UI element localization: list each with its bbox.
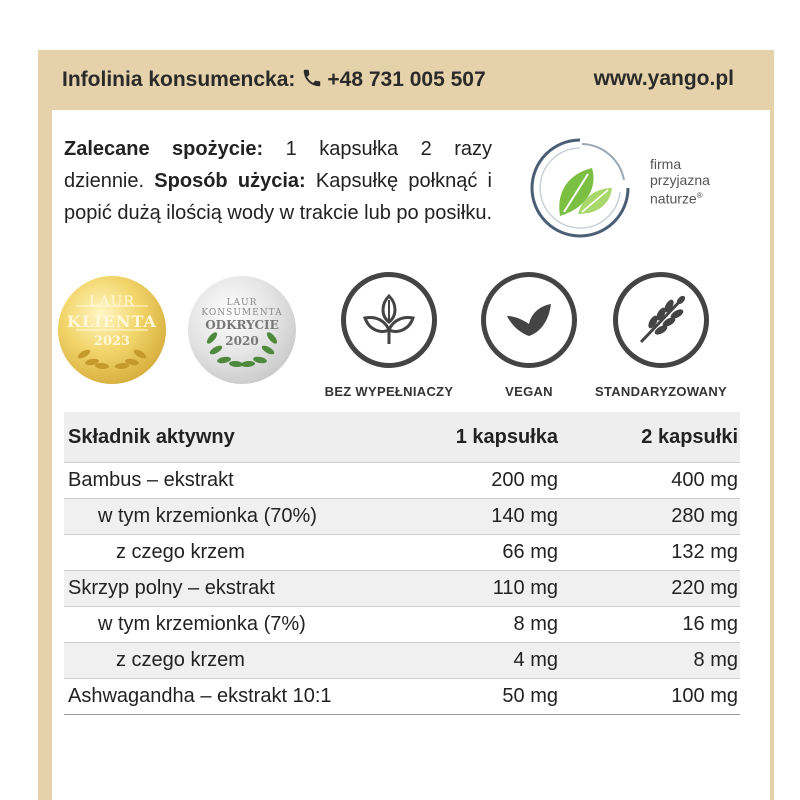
feature-label: BEZ WYPEŁNIACZY	[324, 384, 454, 399]
usage-text	[64, 133, 492, 229]
table-row	[64, 571, 740, 607]
contact-bar	[38, 50, 774, 110]
amount-two: 400 mg	[558, 463, 740, 499]
ingredient-name: Skrzyp polny – ekstrakt	[64, 571, 368, 607]
website-link[interactable]: www.yango.pl	[593, 67, 734, 90]
amount-two: 220 mg	[558, 571, 740, 607]
amount-one: 140 mg	[368, 499, 558, 535]
ingredient-name: Bambus – ekstrakt	[64, 463, 368, 499]
header-one-capsule: 1 kapsułka	[368, 412, 558, 463]
laur-gold-line2: KLIENTA	[67, 312, 157, 331]
ingredients-table	[64, 412, 740, 715]
table-row	[64, 643, 740, 679]
eco-leaf-icon	[520, 128, 640, 248]
header-ingredient: Składnik aktywny	[64, 412, 368, 463]
table-row	[64, 499, 740, 535]
table-header-row	[64, 412, 740, 463]
phone-number[interactable]: +48 731 005 507	[327, 68, 486, 91]
amount-one: 110 mg	[368, 571, 558, 607]
laur-silver-line3: 2020	[225, 334, 259, 348]
amount-two: 8 mg	[558, 643, 740, 679]
table-row	[64, 679, 740, 715]
laur-konsumenta-badge	[188, 276, 296, 384]
feature-vegan	[454, 272, 604, 399]
hotline-label: Infolinia konsumencka:	[62, 68, 296, 91]
feature-label: STANDARYZOWANY	[594, 384, 728, 399]
hotline	[62, 67, 486, 92]
eco-line3: naturze®	[650, 190, 703, 207]
feature-standardized	[586, 272, 736, 399]
ingredient-name: Ashwagandha – ekstrakt 10:1	[64, 679, 368, 715]
eco-logo	[520, 128, 760, 248]
laur-gold-line3: 2023	[93, 334, 131, 349]
ingredient-name: z czego krzem	[64, 643, 368, 679]
dose-label: Zalecane spożycie:	[64, 138, 264, 160]
laur-gold-line1: LAUR	[89, 294, 135, 310]
ingredient-name: z czego krzem	[64, 535, 368, 571]
vegan-leaf-icon	[481, 272, 577, 368]
amount-two: 280 mg	[558, 499, 740, 535]
method-text: Kapsułkę połknąć i popić dużą ilością wody w trakcie lub po posiłku.	[64, 170, 492, 224]
badges	[0, 272, 800, 402]
laur-silver-line1: LAUR KONSUMENTA	[201, 298, 283, 318]
amount-one: 200 mg	[368, 463, 558, 499]
amount-one: 66 mg	[368, 535, 558, 571]
amount-two: 100 mg	[558, 679, 740, 715]
dose-text: 1 kapsułka 2 razy dziennie.	[64, 138, 492, 192]
ingredient-name: w tym krzemionka (70%)	[64, 499, 368, 535]
eco-line2: przyjazna	[650, 172, 710, 188]
eco-text	[650, 156, 710, 207]
table-row	[64, 607, 740, 643]
eco-line1: firma	[650, 156, 682, 172]
laur-silver-line2: ODKRYCIE	[205, 318, 279, 332]
laur-klienta-badge	[58, 276, 166, 384]
method-label: Sposób użycia:	[154, 170, 306, 192]
branch-icon	[613, 272, 709, 368]
amount-two: 132 mg	[558, 535, 740, 571]
ingredient-name: w tym krzemionka (7%)	[64, 607, 368, 643]
phone-icon	[301, 67, 323, 89]
feature-label: VEGAN	[505, 384, 553, 399]
amount-one: 8 mg	[368, 607, 558, 643]
table-row	[64, 535, 740, 571]
amount-two: 16 mg	[558, 607, 740, 643]
table-row	[64, 463, 740, 499]
header-two-capsules: 2 kapsułki	[558, 412, 740, 463]
amount-one: 50 mg	[368, 679, 558, 715]
amount-one: 4 mg	[368, 643, 558, 679]
leaves-icon	[341, 272, 437, 368]
feature-no-fillers	[314, 272, 464, 399]
